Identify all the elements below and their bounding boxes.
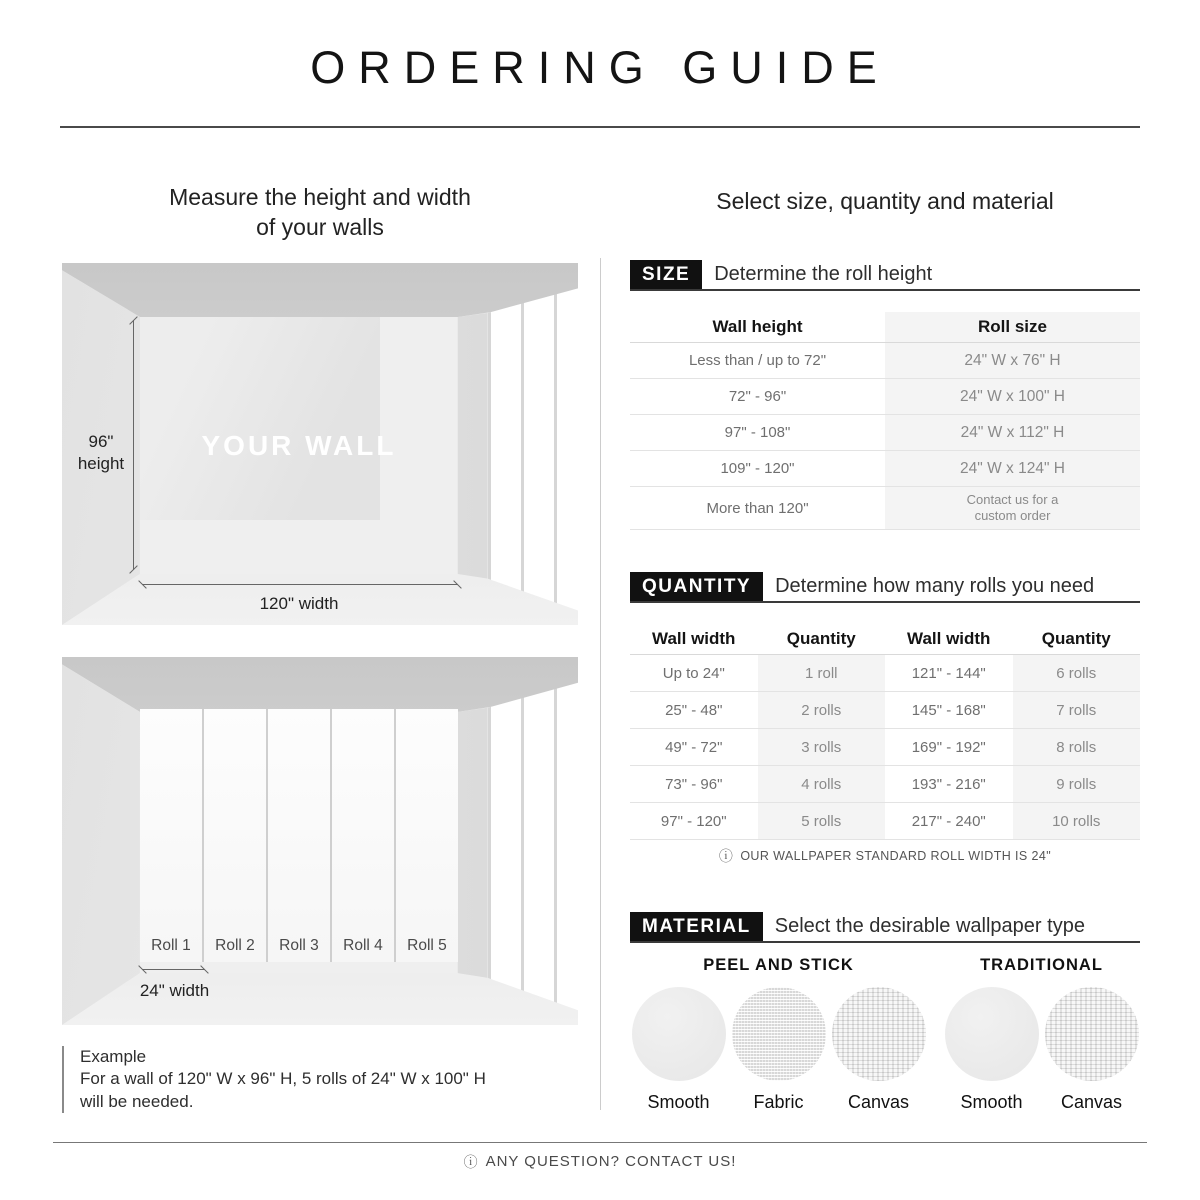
swatch-label: Canvas (847, 1092, 910, 1112)
swatch-smooth (943, 987, 1040, 1113)
column-divider (600, 258, 601, 1110)
column-header: Quantity (1041, 629, 1111, 648)
roll-width-label: 24" width (139, 981, 210, 1000)
column-header: Wall height (712, 317, 803, 336)
swatch-row (943, 987, 1140, 1113)
column-header: Quantity (786, 629, 856, 648)
table-row (630, 766, 1140, 803)
quantity-cell: 7 rolls (1013, 692, 1141, 728)
height-label (67, 431, 135, 475)
wall-height-cell: 97" - 108" (724, 424, 791, 441)
smooth-texture-swatch (632, 987, 726, 1081)
wallpaper-roll-panels (140, 709, 458, 962)
quantity-section-header (630, 572, 1140, 603)
wall-width-cell: 73" - 96" (665, 775, 723, 793)
size-table (630, 312, 1140, 530)
height-word: height (77, 454, 125, 474)
material-section-header (630, 912, 1140, 943)
canvas-texture-swatch (1045, 987, 1139, 1081)
size-section-header (630, 260, 1140, 291)
quantity-cell: 5 rolls (758, 803, 886, 839)
wall-width-cell: 97" - 120" (660, 812, 727, 830)
material-group-peel-and-stick (630, 956, 927, 1118)
smooth-texture-swatch (945, 987, 1039, 1081)
table-row (630, 451, 1140, 487)
quantity-cell: 9 rolls (1013, 766, 1141, 802)
footer-rule (53, 1142, 1147, 1143)
swatch-label: Fabric (753, 1092, 804, 1112)
info-icon: ⓘ (718, 848, 734, 864)
swatch-canvas (1043, 987, 1140, 1113)
wall-width-cell: 217" - 240" (911, 812, 986, 830)
wall-width-cell: 121" - 144" (911, 664, 986, 682)
width-dimension-line (142, 584, 458, 585)
width-label: 120" width (259, 594, 339, 613)
table-row (630, 379, 1140, 415)
swatch-label: Canvas (1060, 1092, 1123, 1112)
left-column-heading (60, 182, 580, 243)
left-heading-line2: of your walls (256, 214, 384, 241)
wall-width-cell: 25" - 48" (665, 701, 723, 719)
quantity-cell: 6 rolls (1013, 655, 1141, 691)
roll-size-cell: 24" W x 124" H (885, 451, 1140, 486)
material-group-title: TRADITIONAL (980, 956, 1103, 974)
roll-width-note-text: OUR WALLPAPER STANDARD ROLL WIDTH IS 24" (740, 849, 1052, 863)
table-row (630, 729, 1140, 766)
example-line2: will be needed. (80, 1091, 194, 1111)
column-header: Roll size (885, 312, 1140, 342)
material-subtitle: Select the desirable wallpaper type (774, 915, 1085, 937)
header-rule (60, 126, 1140, 128)
quantity-cell: 10 rolls (1013, 803, 1141, 839)
column-header: Wall width (652, 629, 736, 648)
wall-height-cell: More than 120" (706, 499, 809, 517)
material-groups (630, 956, 1140, 1118)
table-row (630, 415, 1140, 451)
example-heading: Example (80, 1047, 147, 1066)
table-row (630, 692, 1140, 729)
quantity-cell: 1 roll (758, 655, 886, 691)
table-row (630, 803, 1140, 840)
wall-width-cell: Up to 24" (662, 664, 725, 682)
roll-size-cell: 24" W x 76" H (885, 343, 1140, 378)
material-group-traditional (943, 956, 1140, 1118)
example-block (62, 1046, 552, 1113)
material-badge: MATERIAL (630, 912, 763, 941)
height-value: 96" (88, 432, 114, 451)
swatch-canvas (830, 987, 927, 1113)
roll-size-cell: 24" W x 112" H (885, 415, 1140, 450)
footer-contact-text: ANY QUESTION? CONTACT US! (485, 1153, 737, 1170)
fabric-texture-swatch (732, 987, 826, 1081)
example-line1: For a wall of 120" W x 96" H, 5 rolls of 24" W x 100" H (80, 1069, 486, 1089)
quantity-table-header-row (630, 624, 1140, 655)
roll-panel: Roll 2 (204, 709, 266, 962)
contact-us-cell: Contact us for a custom order (885, 487, 1140, 529)
wall-height-cell: 72" - 96" (728, 388, 787, 405)
left-heading-line1: Measure the height and width (169, 184, 471, 210)
wall-width-cell: 145" - 168" (911, 701, 986, 719)
wall-width-cell: 169" - 192" (911, 738, 986, 756)
swatch-label: Smooth (960, 1092, 1023, 1112)
size-table-header-row (630, 312, 1140, 343)
quantity-badge: QUANTITY (630, 572, 763, 601)
footer-contact-note (0, 1153, 1200, 1170)
roll-panel: Roll 3 (268, 709, 330, 962)
roll-width-dimension-line (142, 969, 205, 970)
wall-width-cell: 49" - 72" (665, 738, 723, 756)
info-icon: ⓘ (463, 1153, 479, 1170)
quantity-subtitle: Determine how many rolls you need (775, 575, 1095, 597)
room-illustration-rolls (62, 657, 578, 1025)
size-badge: SIZE (630, 260, 702, 289)
right-column-heading: Select size, quantity and material (716, 188, 1054, 214)
quantity-cell: 4 rolls (758, 766, 886, 802)
page-title: ORDERING GUIDE (310, 42, 890, 93)
roll-panel: Roll 1 (140, 709, 202, 962)
swatch-row (630, 987, 927, 1113)
swatch-smooth (630, 987, 727, 1113)
quantity-cell: 3 rolls (758, 729, 886, 765)
wall-height-cell: 109" - 120" (720, 460, 795, 477)
swatch-fabric (730, 987, 827, 1113)
canvas-texture-swatch (832, 987, 926, 1081)
swatch-label: Smooth (647, 1092, 710, 1112)
table-row (630, 487, 1140, 530)
wall-height-cell: Less than / up to 72" (688, 352, 827, 369)
roll-panel: Roll 4 (332, 709, 394, 962)
your-wall-label: YOUR WALL (201, 429, 397, 461)
room-illustration-measure (62, 263, 578, 625)
roll-width-note (630, 849, 1140, 863)
size-subtitle: Determine the roll height (714, 263, 933, 285)
table-row (630, 343, 1140, 379)
quantity-table (630, 624, 1140, 840)
material-group-title: PEEL AND STICK (703, 956, 854, 974)
quantity-cell: 2 rolls (758, 692, 886, 728)
table-row (630, 655, 1140, 692)
roll-size-cell: 24" W x 100" H (885, 379, 1140, 414)
wall-width-cell: 193" - 216" (911, 775, 986, 793)
roll-panel: Roll 5 (396, 709, 458, 962)
column-header: Wall width (907, 629, 991, 648)
quantity-cell: 8 rolls (1013, 729, 1141, 765)
